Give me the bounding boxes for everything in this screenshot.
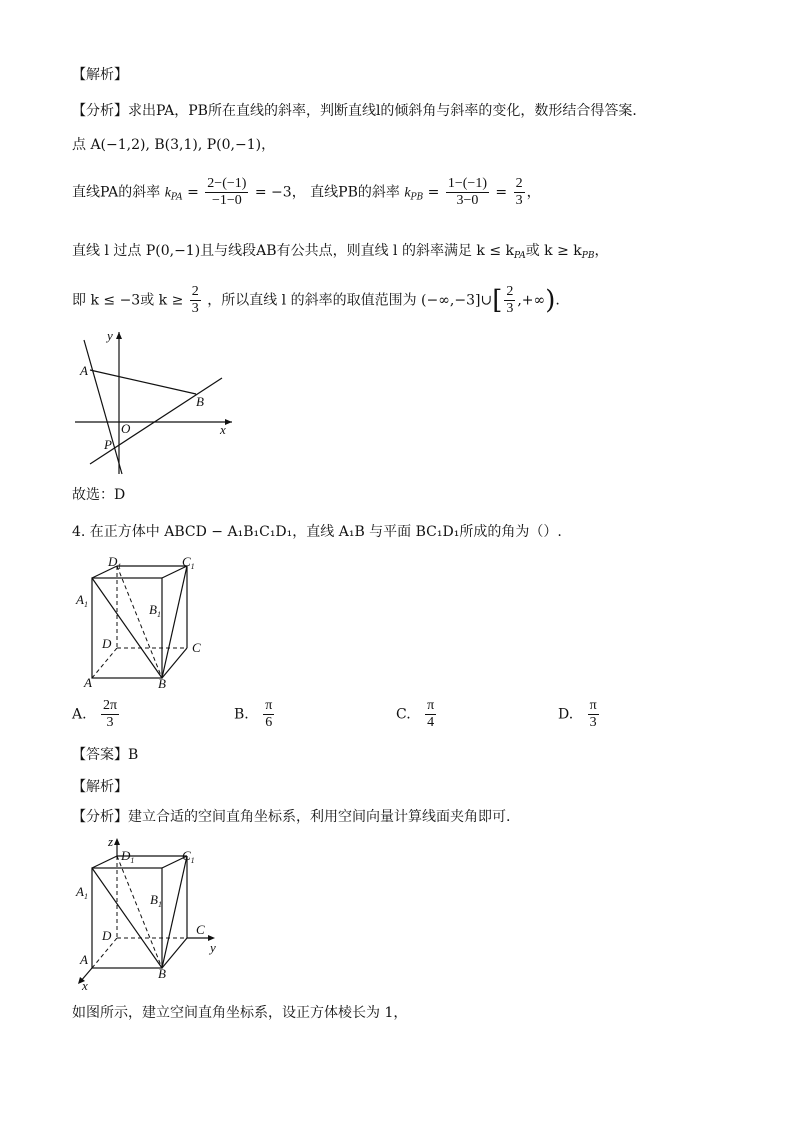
condition-sub1: PA (514, 251, 526, 261)
pb-result-fraction (514, 176, 525, 209)
cube-figure (72, 556, 212, 690)
cube2-C1-label: $C_1$ (182, 848, 195, 865)
answer-choice-line: 故选：D (72, 487, 126, 503)
option-A[interactable] (72, 698, 121, 731)
option-C-label: C. (396, 706, 411, 723)
question-4-text: 4. 在正方体中 ABCD − A₁B₁C₁D₁，直线 A₁B 与平面 BC₁D₁所成的角为（）. (72, 524, 562, 540)
q4-final-line: 如图所示，建立空间直角坐标系，设正方体棱长为 1， (72, 1005, 408, 1021)
fig1-y-label: y (107, 328, 113, 343)
q4-analysis-line (72, 806, 510, 826)
pb-den: 3−0 (456, 193, 479, 208)
pb-sub: PB (410, 192, 424, 203)
cube-B1-label: $B_1$ (149, 602, 161, 619)
option-A-label: A. (72, 706, 87, 723)
analysis-text: 求出PA，PB所在直线的斜率，判断直线l的倾斜角与斜率的变化，数形结合得答案． (128, 103, 647, 119)
range-frac2 (504, 284, 515, 317)
q4-analysis-label: 【分析】 (72, 809, 128, 825)
analysis-label: 【分析】 (72, 103, 128, 119)
option-D[interactable] (558, 698, 601, 731)
pb-k: k (404, 185, 411, 201)
pb-num: 1−(−1) (447, 176, 487, 191)
cube-D-label: D (102, 636, 112, 651)
analysis-line (72, 100, 646, 120)
slope-figure (70, 326, 240, 476)
option-B[interactable] (234, 698, 276, 731)
cube2-D1-label: $D_1$ (121, 848, 135, 865)
range-b: ，所以直线 l 的斜率的取值范围为 (−∞,−3]∪ (207, 292, 493, 309)
pa-fraction (205, 176, 248, 209)
range-line: 即 k ≤ −3或 k ≥ $\frac{2}{3}$ ，所以直线 l 的斜率的取值范围为 (−∞,−3]∪[ $\frac{2}{3}$ ,+∞). (72, 284, 560, 316)
q4-analysis-text: 建立合适的空间直角坐标系，利用空间向量计算线面夹角即可. (128, 809, 511, 825)
condition-text: 直线 l 过点 P(0,−1)且与线段AB有公共点，则直线 l 的斜率满足 k ≤ k (72, 243, 514, 259)
pa-den: −1−0 (211, 193, 242, 208)
fig1-x-label: x (220, 422, 226, 437)
pa-sub: PA (170, 192, 183, 203)
cube2-z-label: z (108, 834, 114, 849)
condition-sub2: PB (581, 251, 595, 261)
cube2-B1-label: $B_1$ (150, 892, 162, 909)
fig1-A-label: A (80, 363, 88, 378)
option-D-frac: $\frac{\pi}{3}$ (589, 698, 597, 730)
cube-C1-label: $C_1$ (182, 554, 195, 571)
pb-result-den: 3 (515, 193, 523, 208)
range-a: 即 k ≤ −3或 k ≥ (72, 292, 184, 309)
range-c: ,+∞ (517, 292, 546, 309)
cube-B-label: B (158, 676, 166, 691)
cube2-B-label: B (158, 966, 166, 981)
cube2-A-label: A (80, 952, 88, 967)
range-frac2-den: 3 (506, 301, 514, 316)
option-A-frac: $\frac{2\pi}{3}$ (103, 698, 118, 730)
range-frac2-num: 2 (506, 284, 514, 299)
cube2-C-label: C (196, 922, 205, 937)
condition-mid: 或 k ≥ k (525, 243, 582, 259)
pa-k: k (164, 185, 171, 201)
cube-A-label: A (84, 675, 92, 690)
pb-prefix: 直线PB的斜率 (310, 184, 400, 201)
cube2-A1-label: $A_1$ (76, 884, 88, 901)
q4-answer: 【答案】B (72, 747, 139, 763)
option-C[interactable] (396, 698, 438, 731)
pa-prefix: 直线PA的斜率 (72, 184, 161, 201)
q4-solution-heading: 【解析】 (72, 779, 128, 795)
slope-line: 直线PA的斜率 $k_{PA}$ = $\frac{2-(-1)}{-1-0}$ = −3， 直线PB的斜率 $k_{PB}$ = $\frac{1-(-1)}{3-0}$ = $\frac{2}{3}$ ， (72, 176, 541, 208)
points-line: 点 A(−1,2), B(3,1), P(0,−1)， (72, 137, 276, 153)
cube-C-label: C (192, 640, 201, 655)
cube2-D-label: D (102, 928, 112, 943)
pa-result: = −3， (254, 184, 306, 201)
option-B-label: B. (234, 706, 249, 723)
fig1-P-label: P (104, 437, 112, 452)
range-frac (190, 284, 201, 317)
option-D-label: D. (558, 706, 574, 723)
condition-end: ， (594, 243, 609, 259)
fig1-B-label: B (196, 394, 204, 409)
option-C-frac: $\frac{\pi}{4}$ (427, 698, 435, 730)
cube-D1-label: $D_1$ (108, 554, 122, 571)
pb-result-num: 2 (515, 176, 523, 191)
condition-line (72, 240, 608, 261)
cube2-y-label: y (210, 940, 216, 955)
solution-heading: 【解析】 (72, 67, 128, 83)
pa-num: 2−(−1) (207, 176, 247, 191)
range-frac-num: 2 (191, 284, 199, 299)
fig1-O-label: O (121, 421, 131, 436)
cube2-x-label: x (82, 978, 88, 993)
pb-fraction (446, 176, 489, 209)
cube-axes-figure (72, 836, 232, 992)
range-frac-den: 3 (191, 301, 199, 316)
cube-A1-label: $A_1$ (76, 592, 88, 609)
option-B-frac: $\frac{\pi}{6}$ (265, 698, 273, 730)
